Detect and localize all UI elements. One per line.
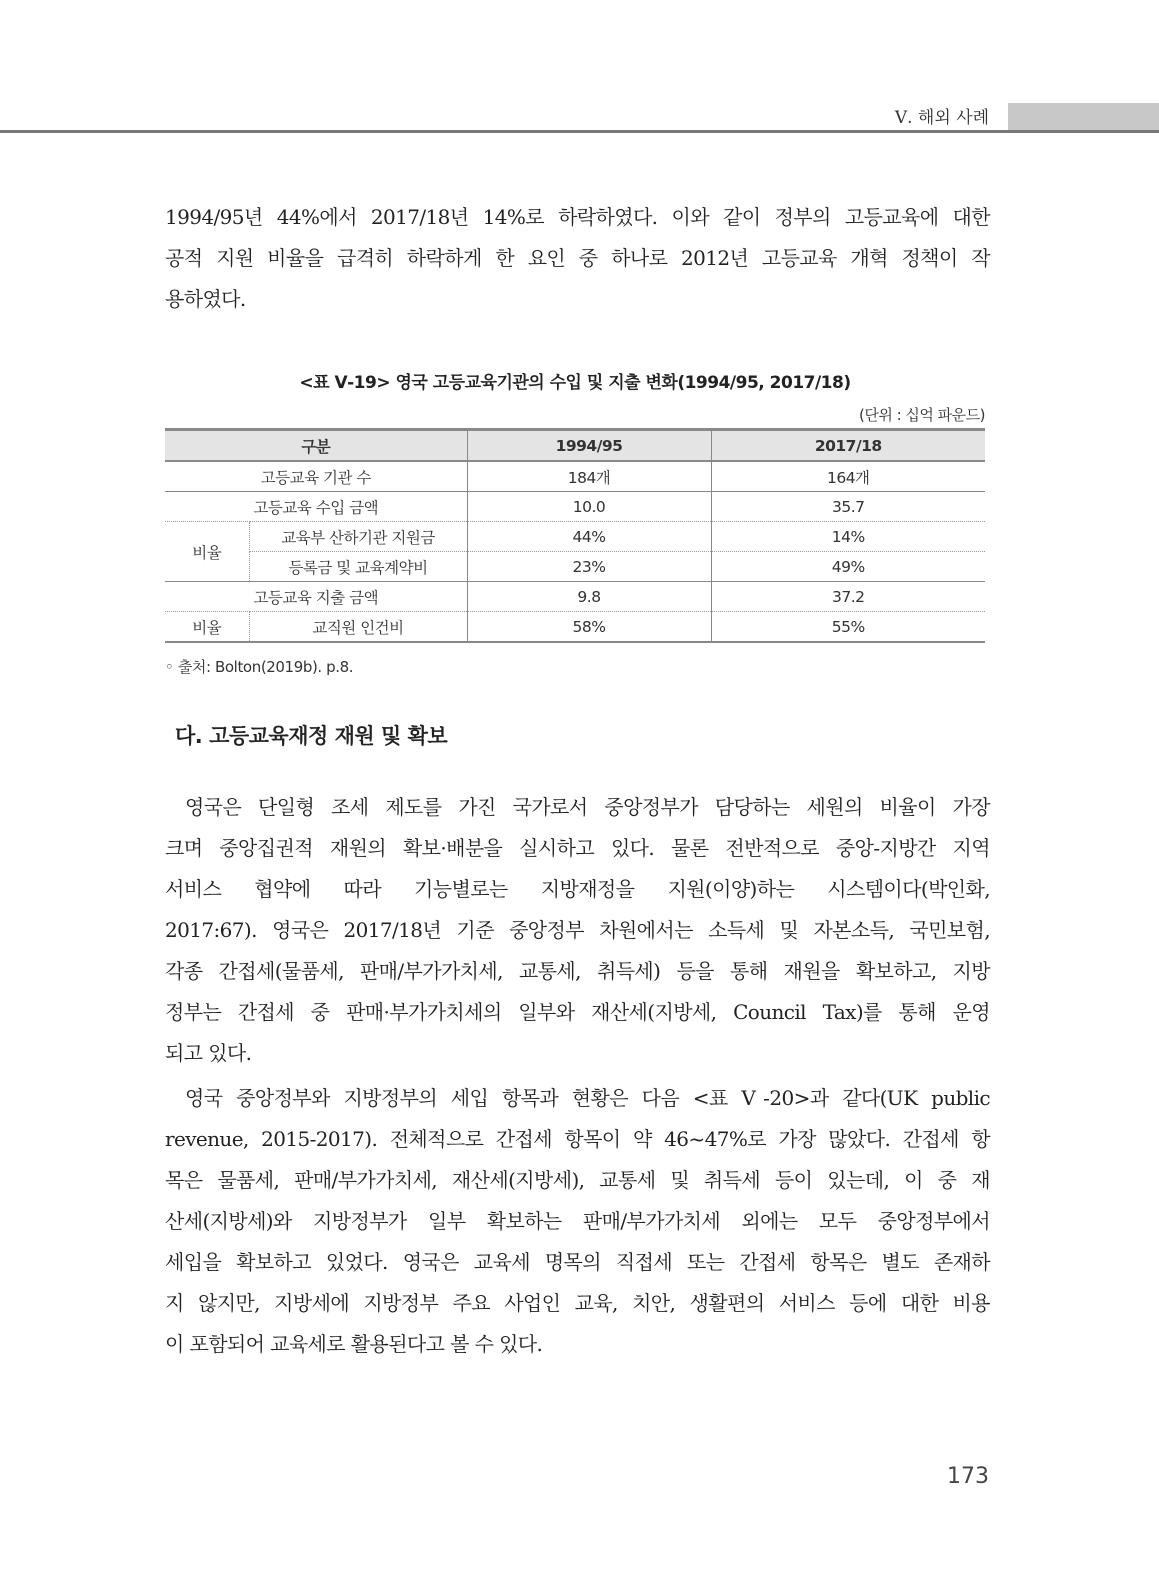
paragraph-1: [165, 197, 990, 320]
text-line: revenue, 2015-2017). 전체적으로 간접세 항목이 약 46~47%로 가장 많았다. 간접세 항: [165, 1127, 990, 1151]
header-1994: 1994/95: [467, 430, 711, 462]
row-label: 등록금 및 교육계약비: [249, 552, 467, 582]
row-label: 고등교육 수입 금액: [165, 492, 467, 522]
table-row: [165, 612, 985, 643]
text-line: 2017:67). 영국은 2017/18년 기준 중앙정부 차원에서는 소득세 및 자본소득, 국민보험,: [165, 918, 990, 942]
text-line: 1994/95년 44%에서 2017/18년 14%로 하락하였다. 이와 같이 정부의 고등교육에 대한: [165, 205, 990, 229]
cell: 9.8: [467, 582, 711, 612]
text-line: 영국 중앙정부와 지방정부의 세입 항목과 현황은 다음 <표 Ⅴ-20>과 같다(UK public: [185, 1086, 990, 1110]
text-line: 이 포함되어 교육세로 활용된다고 볼 수 있다.: [165, 1332, 543, 1356]
header-2017: 2017/18: [711, 430, 985, 462]
cell: 44%: [467, 522, 711, 552]
table-source: ◦ 출처: Bolton(2019b). p.8.: [165, 658, 354, 676]
table-row: [165, 522, 985, 552]
text-line: 지 않지만, 지방세에 지방정부 주요 사업인 교육, 치안, 생활편의 서비스 등에 대한 비용: [165, 1291, 990, 1315]
text-line: 크며 중앙집권적 재원의 확보·배분을 실시하고 있다. 물론 전반적으로 중앙-지방간 지역: [165, 836, 990, 860]
cell: 164개: [711, 461, 985, 492]
text-line: 정부는 간접세 중 판매·부가가치세의 일부와 재산세(지방세, Council Tax)를 통해 운영: [165, 1000, 990, 1024]
cell: 49%: [711, 552, 985, 582]
cell: 23%: [467, 552, 711, 582]
text-line: 서비스 협약에 따라 기능별로는 지방재정을 지원(이양)하는 시스템이다(박인화,: [165, 877, 990, 901]
header-decoration: [1008, 103, 1159, 132]
chapter-header: Ⅴ. 해외 사례: [894, 108, 989, 128]
table-title: <표 Ⅴ-19> 영국 고등교육기관의 수입 및 지출 변화(1994/95, 2017/18): [299, 373, 851, 393]
section-heading: 다. 고등교육재정 재원 및 확보: [175, 724, 448, 748]
text-line: 용하였다.: [165, 287, 246, 311]
page-number: 173: [947, 1464, 989, 1489]
text-line: 세입을 확보하고 있었다. 영국은 교육세 명목의 직접세 또는 간접세 항목은 별도 존재하: [165, 1250, 990, 1274]
cell: 14%: [711, 522, 985, 552]
cell: 35.7: [711, 492, 985, 522]
table-unit: (단위 : 십억 파운드): [859, 406, 985, 424]
row-label: 고등교육 지출 금액: [165, 582, 467, 612]
cell: 10.0: [467, 492, 711, 522]
row-label: 교육부 산하기관 지원금: [249, 522, 467, 552]
text-line: 공적 지원 비율을 급격히 하락하게 한 요인 중 하나로 2012년 고등교육 개혁 정책이 작: [165, 246, 990, 270]
cell: 55%: [711, 612, 985, 643]
text-line: 되고 있다.: [165, 1041, 252, 1065]
cell: 58%: [467, 612, 711, 643]
paragraph-3: [165, 1078, 990, 1365]
paragraph-2: [165, 787, 990, 1074]
table-header-row: [165, 430, 985, 462]
text-line: 영국은 단일형 조세 제도를 가진 국가로서 중앙정부가 담당하는 세원의 비율이 가장: [185, 795, 990, 819]
cell: 37.2: [711, 582, 985, 612]
row-group: 비율: [165, 612, 249, 643]
table-row: [165, 492, 985, 522]
data-table: [165, 428, 985, 643]
table-row: [165, 552, 985, 582]
cell: 184개: [467, 461, 711, 492]
table-row: [165, 461, 985, 492]
header-rule: [0, 130, 1159, 133]
text-line: 각종 간접세(물품세, 판매/부가가치세, 교통세, 취득세) 등을 통해 재원을 확보하고, 지방: [165, 959, 990, 983]
text-line: 산세(지방세)와 지방정부가 일부 확보하는 판매/부가가치세 외에는 모두 중앙정부에서: [165, 1209, 990, 1233]
row-label: 고등교육 기관 수: [260, 468, 371, 487]
row-group: 비율: [165, 522, 249, 582]
row-label: 교직원 인건비: [249, 612, 467, 643]
text-line: 목은 물품세, 판매/부가가치세, 재산세(지방세), 교통세 및 취득세 등이 있는데, 이 중 재: [165, 1168, 990, 1192]
header-category: 구분: [165, 430, 467, 462]
table-row: [165, 582, 985, 612]
